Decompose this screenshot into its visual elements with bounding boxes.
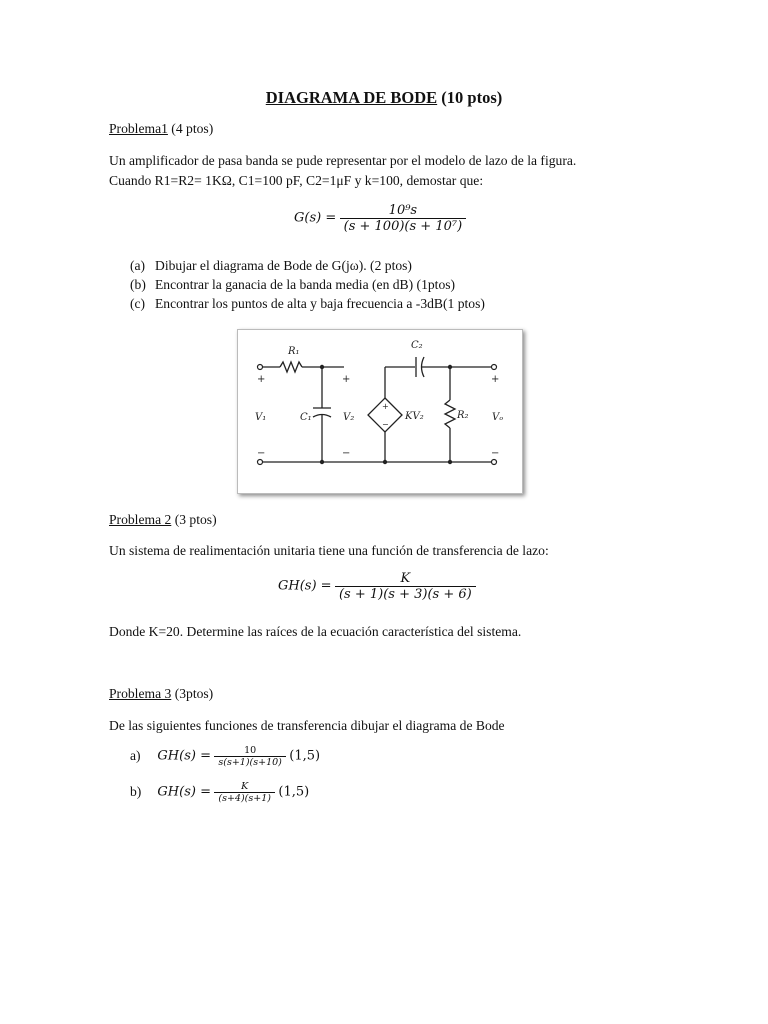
item-label: (c) xyxy=(130,296,146,311)
item-text: Dibujar el diagrama de Bode de G(jω). (2 ptos) xyxy=(155,258,412,273)
label-vo: Vₒ xyxy=(492,412,504,423)
problem1-item-a xyxy=(130,258,412,274)
item-text: Encontrar la ganacia de la banda media (en dB) (1ptos) xyxy=(155,277,456,292)
minus-v2: − xyxy=(342,448,351,459)
problem1-title: Problema1 xyxy=(109,121,168,136)
label-c1: C₁ xyxy=(300,412,312,423)
equation-numerator: K xyxy=(241,781,249,792)
item-label: a) xyxy=(130,747,141,763)
problem3-line1: De las siguientes funciones de transferencia dibujar el diagrama de Bode xyxy=(109,718,505,733)
label-v1: V₁ xyxy=(255,412,267,423)
item-points: (1,5) xyxy=(289,748,321,764)
equation-numerator: K xyxy=(400,571,411,586)
item-text: Encontrar los puntos de alta y baja frecuencia a -3dB(1 ptos) xyxy=(155,296,485,311)
equation-denominator: (s+4)(s+1) xyxy=(214,792,275,804)
problem3-heading xyxy=(109,686,213,702)
problem3-points: (3ptos) xyxy=(171,686,214,701)
equation-denominator: (s + 1)(s + 3)(s + 6) xyxy=(335,586,476,602)
problem1-item-c xyxy=(130,296,485,312)
label-v2: V₂ xyxy=(343,412,355,423)
equation-denominator: (s + 100)(s + 10⁷) xyxy=(340,218,467,234)
plus-source: + xyxy=(382,402,389,411)
problem1-points: (4 ptos) xyxy=(167,121,214,136)
circuit-figure xyxy=(237,329,523,494)
problem3-item-b xyxy=(130,781,309,804)
label-r1: R₁ xyxy=(288,346,300,357)
problem2-title: Problema 2 xyxy=(109,512,172,527)
label-r2: R₂ xyxy=(457,410,469,421)
item-label: b) xyxy=(130,783,142,799)
title-points: (10 ptos) xyxy=(437,88,503,107)
problem1-equation xyxy=(294,203,466,234)
minus-source: − xyxy=(382,420,389,429)
plus-v2: + xyxy=(342,374,351,385)
minus-in: − xyxy=(257,448,266,459)
item-points: (1,5) xyxy=(278,784,310,800)
item-label: (a) xyxy=(130,258,146,273)
problem1-heading xyxy=(109,121,213,137)
minus-out: − xyxy=(491,448,500,459)
label-c2: C₂ xyxy=(411,340,423,351)
resistor-r1 xyxy=(280,362,302,372)
equation-numerator: 10⁹s xyxy=(388,203,418,218)
plus-in: + xyxy=(257,374,266,385)
problem2-heading xyxy=(109,512,217,528)
equation-fraction xyxy=(214,781,275,804)
problem3-title: Problema 3 xyxy=(109,686,172,701)
equation-denominator: s(s+1)(s+10) xyxy=(214,756,286,768)
equation-fraction xyxy=(214,745,286,768)
equation-fraction xyxy=(335,571,476,602)
item-label: (b) xyxy=(130,277,146,292)
problem3-item-a xyxy=(130,745,320,768)
equation-lhs: GH(s) = xyxy=(157,748,211,764)
equation-lhs: GH(s) = xyxy=(278,578,332,594)
plus-out: + xyxy=(491,374,500,385)
equation-numerator: 10 xyxy=(244,745,257,756)
equation-fraction xyxy=(340,203,467,234)
circuit-diagram xyxy=(238,330,522,493)
problem1-line2: Cuando R1=R2= 1KΩ, C1=100 pF, C2=1μF y k=100, demostar que: xyxy=(109,173,484,188)
equation-lhs: G(s) = xyxy=(294,210,337,226)
problem2-line2: Donde K=20. Determine las raíces de la ecuación característica del sistema. xyxy=(109,624,522,639)
title-main: DIAGRAMA DE BODE xyxy=(265,88,438,107)
resistor-r2 xyxy=(445,400,455,428)
equation-lhs: GH(s) = xyxy=(157,784,211,800)
label-kv2: KV₂ xyxy=(405,411,424,422)
problem2-equation xyxy=(278,571,476,602)
problem1-line1: Un amplificador de pasa banda se pude representar por el modelo de lazo de la figura. xyxy=(109,153,577,168)
page-title xyxy=(0,88,768,108)
problem2-points: (3 ptos) xyxy=(171,512,217,527)
problem2-line1: Un sistema de realimentación unitaria tiene una función de transferencia de lazo: xyxy=(109,543,549,558)
problem1-item-b xyxy=(130,277,456,293)
